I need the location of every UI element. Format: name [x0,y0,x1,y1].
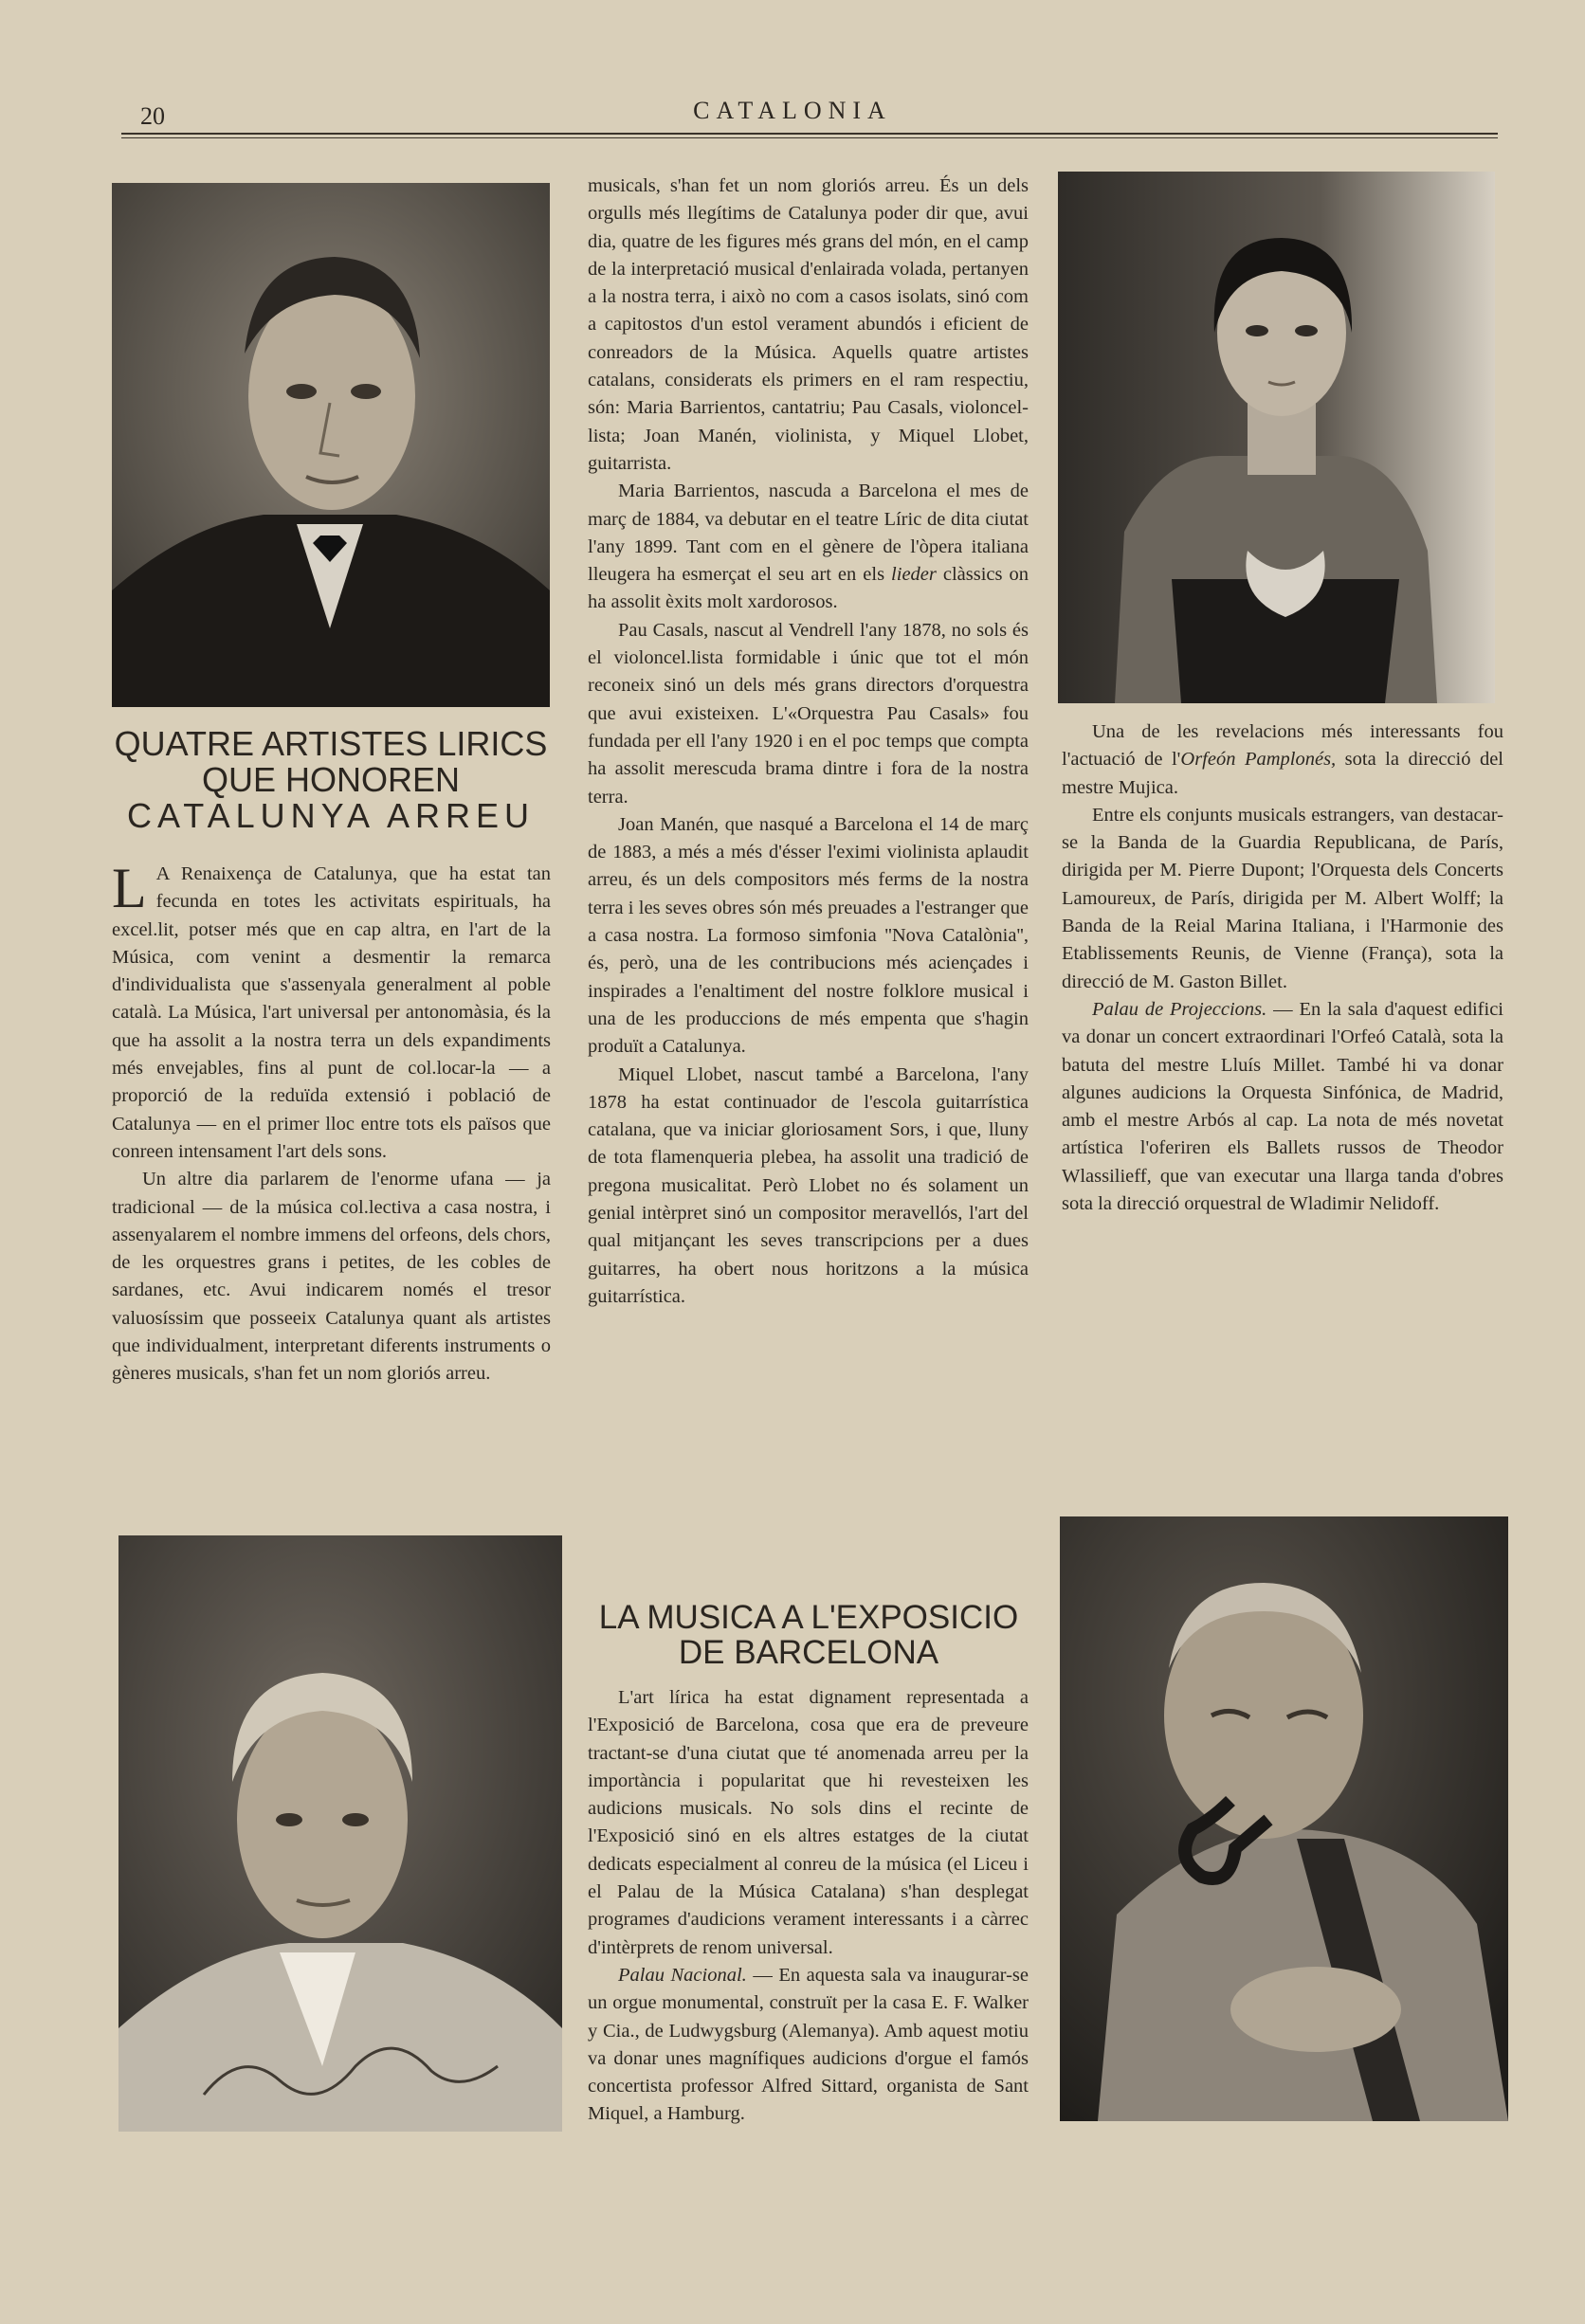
paragraph-italic: Palau Nacional. [618,1964,747,1986]
portrait-photo-man-2-signed [118,1535,562,2132]
paragraph-text: A Renaixença de Catalunya, que ha estat tan fecunda en totes les activitats espirituals, ha excel.lit, potser més que en cap altra, en l'art de la Música, com venint a desmentir la remarca d'individualista que s'assenyala generalment al poble català. La Música, l'art universal per antonomàsia, és la que ha assolit a la nostra terra un dels expandiments més envejables, fins al punt de col.locar-la — a proporció de la reduïda extensió i població de Catalunya — en el primer lloc entre tots els països que conreen intensament l'art dels sons. [112,863,551,1162]
article-headline-musica-exposicio [583,1600,1034,1670]
paragraph: Pau Casals, nascut al Vendrell l'any 1878, no sols és el violoncel.lista formidable i únic que tot el món reconeix sinó un dels més grans directors d'orquestra que avui existeixen. L'«Orquestra Pau Casals» fou fundada per ell l'any 1920 i en el poc temps que compta ha assolit merescuda brama dintre i fora de la nostra terra. [588,619,1029,808]
portrait-photo-man-pipe-icon [1060,1516,1508,2121]
header-rule-thin [121,137,1498,138]
headline-line-1: QUATRE ARTISTES LIRICS [114,724,548,763]
paragraph: musicals, s'han fet un nom gloriós arreu. És un dels orgulls més llegítims de Catalunya poder dir que, avui dia, quatre de les figures més grans del món, en el camp de la interpretació musical d'enlairada volada, pertanyen a la nostra terra, i això no com a casos isolats, sinó com a capitostos d'un estol verament abundós i eficient de conreadors de la Música. Aquells quatre artistes catalans, considerats els primers en el ram respectiu, són: Maria Barrientos, cantatriu; Pau Casals, violoncel-lista; Joan Manén, violinista, y Miquel Llobet, guitarrista. [588,175,1029,474]
headline-line-2: DE BARCELONA [678,1634,939,1672]
paragraph [1062,996,1503,1218]
text-column-left [112,857,551,1389]
paragraph [112,857,551,1166]
paragraph-text: clàssics on ha assolit èxits molt xardorosos. [588,564,1029,613]
paragraph-text: Maria Barrientos, nascuda a Barcelona el mes de març de 1884, va debutar en el teatre Líric de dita ciutat l'any 1899. Tant com en el gènere de l'òpera italiana lleugera ha esmerçat el seu art en els [588,481,1029,586]
paragraph [588,1962,1029,2129]
paragraph-italic: Orfeón Pamplonés, [1180,749,1337,771]
text-column-middle-bottom [588,1684,1029,2129]
headline-line-1: LA MUSICA A L'EXPOSICIO [598,1599,1019,1636]
headline-line-3: CATALUNYA ARREU [126,796,536,836]
drop-cap: L [112,857,147,919]
headline-line-2: QUE HONOREN [201,760,461,800]
page-number: 20 [140,102,165,130]
paragraph-text: Una de les revelacions més interessants fou l'actuació de l' [1062,721,1503,771]
paragraph: L'art lírica ha estat dignament representada a l'Exposició de Barcelona, cosa que era de preveure tractant-se d'una ciutat que té anomenada arreu per la importància i popularitat que hi revesteixen les audicions musicals. No sols dins el recinte de l'Exposició sinó en els altres estatges de la ciutat dedicats especialment al conreu de la música (el Liceu i el Palau de la Música Catalana) s'han desplegat programes d'audicions verament interessants i a càrrec d'intèrprets de renom universal. [588,1687,1029,1958]
portrait-photo-woman [1058,172,1495,703]
paragraph: Un altre dia parlarem de l'enorme ufana — ja tradicional — de la música col.lectiva a casa nostra, i assenyalarem el nombre immens del orfeons, dels chors, de les orquestres grans i petites, de les cobles de sardanes, etc. Avui indicarem només el tresor valuosíssim que posseeix Catalunya quant als artistes que individualment, interpretant diferents instruments o gèneres musicals, s'han fet un nom gloriós arreu. [112,1169,551,1385]
portrait-photo-woman-icon [1058,172,1495,703]
article-headline-quatre-artistes [106,726,556,834]
portrait-photo-man-2-signed-icon [118,1535,562,2132]
portrait-photo-man-1 [112,183,550,707]
portrait-photo-man-1-icon [112,183,550,707]
paragraph [1062,718,1503,802]
text-column-right [1062,718,1503,1218]
header-rule [121,133,1498,135]
paragraph-text: — En la sala d'aquest edifici va donar un concert extraordinari l'Orfeó Català, sota la batuta del mestre Lluís Millet. També hi va donar algunes audicions la Orquesta Sinfónica, de Madrid, amb el mestre Arbós al cap. La nota de més novetat artística l'oferiren els Ballets russos de Theodor Wlassilieff, que van executar una llarga tanda d'obres sota la direcció orquestral de Wladimir Nelidoff. [1062,998,1503,1215]
paragraph: Joan Manén, que nasqué a Barcelona el 14 de març de 1883, a més a més d'ésser l'eximi violinista aplaudit arreu, és un dels compositors més ferms de la nostra terra i les seves obres són més preuades a l'estranger que a casa nostra. La formoso simfonia ''Nova Catalònia'', és, però, una de les contribucions més aciençades i inspirades a l'enaltiment del nostre folklore musical i una de les produccions de més empenta que s'hagin produït a Catalunya. [588,813,1029,1058]
paragraph: Miquel Llobet, nascut també a Barcelona, l'any 1878 ha estat continuador de l'escola guitarrística catalana, que va iniciar gloriosament Sors, i que, lluny de tota flamenqueria plebea, ha assolit una tradició de pregona musicalitat. Però Llobet no és solament un genial intèrpret sinó un compositor meravellós, l'art del qual mitjançant les seves transcripcions per a dues guitarres, ha obert nous horitzons a la música guitarrística. [588,1063,1029,1307]
running-title: CATALONIA [693,97,892,124]
portrait-photo-man-pipe [1060,1516,1508,2121]
paragraph-italic: lieder [891,564,937,586]
paragraph-text: — En aquesta sala va inaugurar-se un orgue monumental, construït per la casa E. F. Walker y Cia., de Ludwygsburg (Alemanya). Amb aquest motiu va donar unes magnífiques audicions d'orgue el famós concertista professor Alfred Sittard, organista de Sant Miquel, a Hamburg. [588,1964,1029,2125]
paragraph-italic: Palau de Projeccions. [1092,998,1267,1020]
paragraph [588,478,1029,616]
paragraph-text: sota la direcció del mestre Mujica. [1062,749,1503,798]
text-column-middle-top [588,172,1029,1311]
paragraph: Entre els conjunts musicals estrangers, van destacar-se la Banda de la Guardia Republicana, de París, dirigida per M. Pierre Dupont; l'Orquesta dels Concerts Lamoureux, de París, dirigida per M. Albert Wolff; la Banda de la Reial Marina Italiana, i l'Harmonie des Etablissements Reunis, de Vienne (França), sota la direcció de M. Gaston Billet. [1062,804,1503,992]
